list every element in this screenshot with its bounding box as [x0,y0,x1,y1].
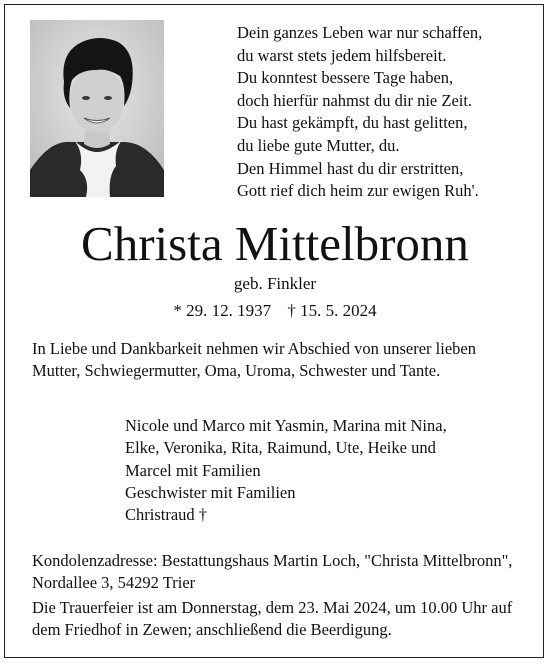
ceremony-info: Die Trauerfeier ist am Donnerstag, dem 23. Mai 2024, um 10.00 Uhr auf dem Friedhof in Zewen; anschließend die Beerdigung. [32,598,513,640]
farewell-text: In Liebe und Dankbarkeit nehmen wir Abschied von unserer lieben Mutter, Schwiegermutter, Oma, Uroma, Schwester und Tante. [32,339,476,381]
mourners-line: Christraud † [125,505,208,525]
portrait-image [30,20,164,197]
mourners-line: Marcel mit Familien [125,460,261,480]
poem-line: du liebe gute Mutter, du. [237,135,400,155]
memorial-poem [237,22,482,203]
death-date: † 15. 5. 2024 [287,301,377,320]
poem-line: Du konntest bessere Tage haben, [237,68,454,88]
mourners-line: Nicole und Marco mit Yasmin, Marina mit Nina, [125,416,447,435]
birth-date: * 29. 12. 1937 [173,301,272,320]
mourners-line: Geschwister mit Familien [125,482,296,502]
poem-line: Du hast gekämpft, du hast gelitten, [237,113,468,133]
mourners-list [125,415,525,526]
poem-line: Dein ganzes Leben war nur schaffen, [237,23,483,42]
condolence-address: Kondolenzadresse: Bestattungshaus Martin Loch, "Christa Mittelbronn", Nordallee 3, 54292 Trier [32,551,513,593]
mourners-line: Elke, Veronika, Rita, Raimund, Ute, Heike und [125,438,436,458]
poem-line: doch hierfür nahmst du dir nie Zeit. [237,90,473,110]
deceased-name: Christa Mittelbronn [81,216,469,271]
poem-line: Den Himmel hast du dir erstritten, [237,158,464,178]
maiden-name: geb. Finkler [233,274,317,293]
poem-line: Gott rief dich heim zur ewigen Ruh'. [237,181,479,201]
life-dates [0,301,550,321]
portrait-photo [30,20,164,197]
poem-line: du warst stets jedem hilfsbereit. [237,45,447,65]
